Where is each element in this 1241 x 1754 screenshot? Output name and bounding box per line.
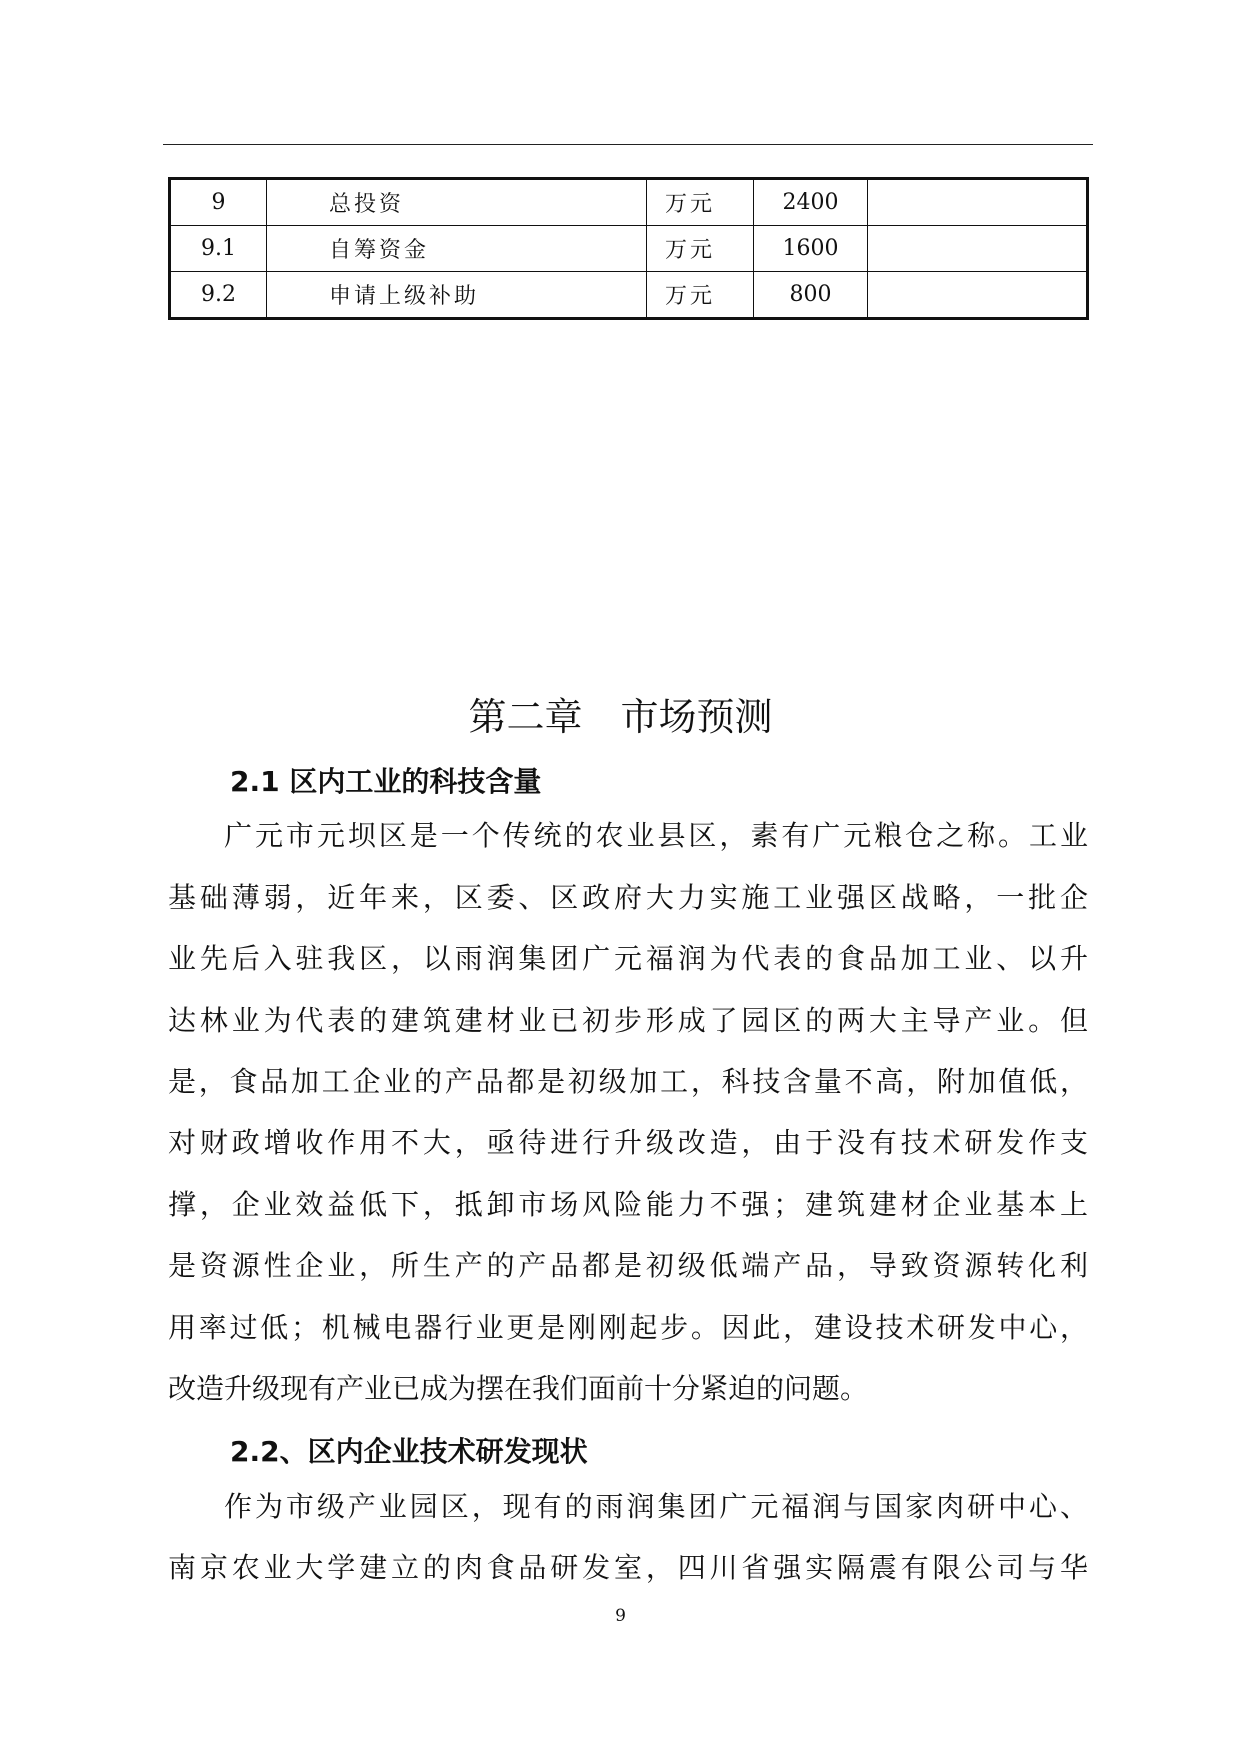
section-heading-2-1: 2.1 区内工业的科技含量	[230, 765, 542, 798]
row-item-name: 总投资	[267, 179, 647, 226]
paragraph-line: 作为市级产业园区，现有的雨润集团广元福润与国家肉研中心、	[224, 1490, 1088, 1523]
paragraph-line: 业先后入驻我区，以雨润集团广元福润为代表的食品加工业、以升	[168, 942, 1088, 975]
section-heading-2-2: 2.2、区内企业技术研发现状	[230, 1435, 588, 1468]
row-value: 2400	[754, 179, 868, 226]
header-rule	[163, 144, 1093, 145]
table-row	[170, 272, 1088, 319]
page-number: 9	[615, 1606, 626, 1626]
row-unit: 万元	[647, 179, 754, 226]
table-row	[170, 179, 1088, 226]
row-note	[868, 226, 1088, 272]
row-item-name: 申请上级补助	[267, 272, 647, 319]
paragraph-line: 是，食品加工企业的产品都是初级加工，科技含量不高，附加值低，	[168, 1065, 1088, 1098]
paragraph-line: 对财政增收作用不大，亟待进行升级改造，由于没有技术研发作支	[168, 1126, 1088, 1159]
row-number: 9	[170, 179, 267, 226]
chapter-title: 第二章 市场预测	[468, 695, 773, 739]
paragraph-line: 基础薄弱，近年来，区委、区政府大力实施工业强区战略，一批企	[168, 881, 1088, 914]
row-number: 9.1	[170, 226, 267, 272]
paragraph-line: 南京农业大学建立的肉食品研发室，四川省强实隔震有限公司与华	[168, 1551, 1088, 1584]
row-unit: 万元	[647, 272, 754, 319]
investment-table	[168, 177, 1089, 320]
paragraph-line: 达林业为代表的建筑建材业已初步形成了园区的两大主导产业。但	[168, 1004, 1088, 1037]
paragraph-line: 广元市元坝区是一个传统的农业县区，素有广元粮仓之称。工业	[224, 819, 1088, 852]
paragraph-line: 是资源性企业，所生产的产品都是初级低端产品，导致资源转化利	[168, 1249, 1088, 1282]
paragraph-line: 用率过低；机械电器行业更是刚刚起步。因此，建设技术研发中心，	[168, 1311, 1088, 1344]
paragraph-line: 撑，企业效益低下，抵卸市场风险能力不强；建筑建材企业基本上	[168, 1188, 1088, 1221]
row-value: 800	[754, 272, 868, 319]
row-number: 9.2	[170, 272, 267, 319]
paragraph-line: 改造升级现有产业已成为摆在我们面前十分紧迫的问题。	[168, 1372, 869, 1405]
row-unit: 万元	[647, 226, 754, 272]
row-item-name: 自筹资金	[267, 226, 647, 272]
table-row	[170, 226, 1088, 272]
row-value: 1600	[754, 226, 868, 272]
row-note	[868, 179, 1088, 226]
row-note	[868, 272, 1088, 319]
